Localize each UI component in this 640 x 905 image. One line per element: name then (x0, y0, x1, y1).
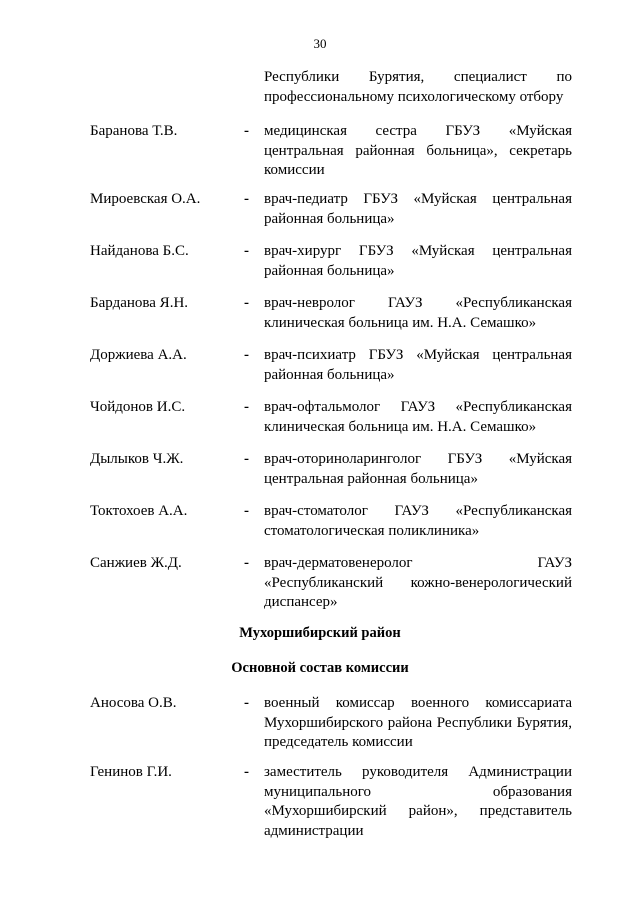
dash-separator: - (244, 191, 249, 207)
continuation-text: Республики Бурятия, специалист по профессиональному психологическому отбору (264, 69, 572, 105)
subsection-title: Основной состав комиссии (231, 660, 409, 676)
member-position: врач-стоматолог ГАУЗ «Республиканская стоматологическая поликлиника» (264, 503, 572, 539)
section-title: Мухоршибирский район (239, 625, 401, 641)
member-position: военный комиссар военного комиссариата Мухоршибирского района Республики Бурятия, председатель комиссии (264, 695, 572, 750)
member-position: медицинская сестра ГБУЗ «Муйская центральная районная больница», секретарь комиссии (264, 123, 572, 178)
member-name: Барданова Я.Н. (90, 295, 189, 311)
member-name: Доржиева А.А. (90, 347, 187, 363)
member-position: врач-хирург ГБУЗ «Муйская центральная районная больница» (264, 243, 572, 279)
dash-separator: - (244, 695, 249, 711)
member-name: Аносова О.В. (90, 695, 177, 711)
member-position: врач-невролог ГАУЗ «Республиканская клиническая больница им. Н.А. Семашко» (264, 295, 572, 331)
dash-separator: - (244, 123, 249, 139)
member-position: заместитель руководителя Администрации муниципального образования «Мухоршибирский район», представитель администрации (264, 764, 572, 839)
dash-separator: - (244, 764, 249, 780)
member-name: Чойдонов И.С. (90, 399, 186, 415)
member-name: Найданова Б.С. (90, 243, 189, 259)
dash-separator: - (244, 399, 249, 415)
member-position: врач-дерматовенеролог ГАУЗ «Республиканский кожно-венерологический диспансер» (264, 555, 572, 610)
member-position: врач-офтальмолог ГАУЗ «Республиканская клиническая больница им. Н.А. Семашко» (264, 399, 572, 435)
member-name: Баранова Т.В. (90, 123, 178, 139)
dash-separator: - (244, 295, 249, 311)
member-position: врач-оториноларинголог ГБУЗ «Муйская центральная районная больница» (264, 451, 572, 487)
page-number: 30 (313, 36, 327, 51)
member-name: Санжиев Ж.Д. (90, 555, 182, 571)
member-name: Токтохоев А.А. (90, 503, 188, 519)
dash-separator: - (244, 555, 249, 571)
dash-separator: - (244, 451, 249, 467)
member-position: врач-психиатр ГБУЗ «Муйская центральная районная больница» (264, 347, 572, 383)
dash-separator: - (244, 243, 249, 259)
member-name: Дылыков Ч.Ж. (90, 451, 184, 467)
member-name: Мироевская О.А. (90, 191, 201, 207)
member-position: врач-педиатр ГБУЗ «Муйская центральная районная больница» (264, 191, 572, 227)
dash-separator: - (244, 503, 249, 519)
dash-separator: - (244, 347, 249, 363)
member-name: Генинов Г.И. (90, 764, 172, 780)
